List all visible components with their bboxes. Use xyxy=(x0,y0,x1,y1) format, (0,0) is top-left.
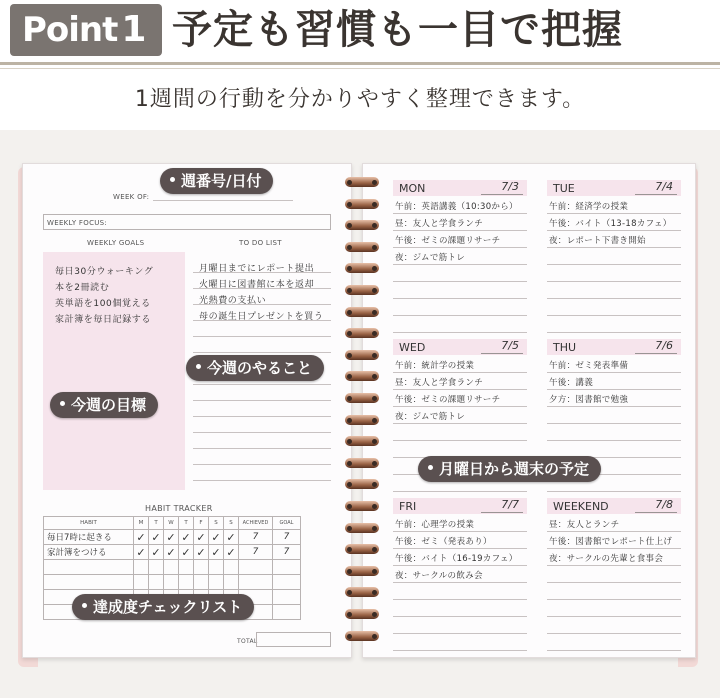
habit-name: 毎日7時に起きる xyxy=(44,530,134,545)
day-block xyxy=(547,180,681,330)
goal-item: 家計簿を毎日記録する xyxy=(55,315,152,325)
day-entry: 夕方：図書館で勉強 xyxy=(549,395,629,405)
day-line xyxy=(393,264,527,265)
bullet-dot-icon xyxy=(60,401,65,406)
habit-col-header: HABIT xyxy=(44,517,134,530)
habit-col-header: T xyxy=(179,517,194,530)
day-line xyxy=(393,372,527,373)
day-entry: 昼：友人とランチ xyxy=(549,520,620,530)
day-name: THU xyxy=(553,341,577,354)
day-line xyxy=(393,213,527,214)
todo-line xyxy=(193,352,331,353)
right-page xyxy=(362,163,696,658)
day-line xyxy=(547,565,681,566)
header-rule-thin xyxy=(0,68,720,69)
day-date-underline xyxy=(481,353,523,354)
todo-line xyxy=(193,416,331,417)
todo-item: 母の誕生日プレゼントを買う xyxy=(199,312,324,322)
callout-text: 月曜日から週末の予定 xyxy=(439,460,590,478)
day-header xyxy=(547,498,681,514)
spiral-ring xyxy=(343,436,381,446)
habit-col-header: T xyxy=(149,517,164,530)
day-line xyxy=(547,213,681,214)
day-line xyxy=(393,531,527,532)
week-of-line xyxy=(153,200,293,201)
day-date-underline xyxy=(481,512,523,513)
day-line xyxy=(393,440,527,441)
callout-weekday xyxy=(418,456,601,482)
habit-achieved: 7 xyxy=(239,530,273,545)
habit-check[interactable]: ✓ xyxy=(164,545,179,560)
habit-col-header: M xyxy=(134,517,149,530)
day-entry: 午前：統計学の授業 xyxy=(395,361,475,371)
day-line xyxy=(393,247,527,248)
habit-col-header: W xyxy=(164,517,179,530)
day-line xyxy=(547,440,681,441)
point-label: Point xyxy=(22,10,118,50)
day-date-underline xyxy=(635,353,677,354)
day-entry: 昼：友人と学食ランチ xyxy=(395,219,484,229)
day-entry: 午後：ゼミ（発表あり） xyxy=(395,537,492,547)
spiral-ring xyxy=(343,242,381,252)
spiral-binding xyxy=(343,177,381,657)
day-line xyxy=(393,389,527,390)
todo-item: 月曜日までにレポート提出 xyxy=(199,264,315,274)
habit-check[interactable]: ✓ xyxy=(179,530,194,545)
day-line xyxy=(393,616,527,617)
todo-line xyxy=(193,464,331,465)
day-line xyxy=(547,281,681,282)
day-date-underline xyxy=(635,512,677,513)
day-header xyxy=(393,339,527,355)
day-line xyxy=(393,565,527,566)
todo-line xyxy=(193,480,331,481)
day-name: WED xyxy=(399,341,426,354)
day-entry: 夜：レポート下書き開始 xyxy=(549,236,646,246)
day-line xyxy=(393,315,527,316)
spiral-ring xyxy=(343,285,381,295)
habit-check[interactable]: ✓ xyxy=(149,545,164,560)
spiral-ring xyxy=(343,609,381,619)
day-entry: 午前：英語講義（10:30から） xyxy=(395,202,518,212)
bullet-dot-icon xyxy=(170,177,175,182)
habit-check[interactable]: ✓ xyxy=(224,545,239,560)
day-date: 7/8 xyxy=(655,498,673,511)
header-banner xyxy=(0,0,720,130)
day-entry: 午前：経済学の授業 xyxy=(549,202,629,212)
day-entry: 午前：ゼミ発表準備 xyxy=(549,361,629,371)
habit-check[interactable]: ✓ xyxy=(224,530,239,545)
day-line xyxy=(393,406,527,407)
day-line xyxy=(547,315,681,316)
todo-line xyxy=(193,448,331,449)
day-line xyxy=(547,332,681,333)
day-line xyxy=(393,332,527,333)
habit-col-header: S xyxy=(209,517,224,530)
day-line xyxy=(547,633,681,634)
day-line xyxy=(547,406,681,407)
day-line xyxy=(393,491,527,492)
subtitle: 1週間の行動を分かりやすく整理できます。 xyxy=(134,87,586,112)
spiral-ring xyxy=(343,220,381,230)
habit-check[interactable]: ✓ xyxy=(134,530,149,545)
day-entry: 午後：ゼミの課題リサーチ xyxy=(395,395,501,405)
week-of-label: WEEK OF: xyxy=(113,193,150,201)
day-header xyxy=(547,339,681,355)
todo-item: 火曜日に図書館に本を返却 xyxy=(199,280,315,290)
habit-name: 家計簿をつける xyxy=(44,545,134,560)
day-line xyxy=(393,599,527,600)
habit-check[interactable]: ✓ xyxy=(194,545,209,560)
spiral-ring xyxy=(343,523,381,533)
day-header xyxy=(547,180,681,196)
habit-col-header: GOAL xyxy=(273,517,301,530)
habit-col-header: S xyxy=(224,517,239,530)
bullet-dot-icon xyxy=(196,364,201,369)
day-line xyxy=(547,491,681,492)
habit-row xyxy=(44,545,301,560)
callout-text: 今週の目標 xyxy=(71,396,147,414)
habit-check[interactable]: ✓ xyxy=(209,530,224,545)
spiral-ring xyxy=(343,587,381,597)
goal-item: 毎日30分ウォーキング xyxy=(55,267,154,277)
day-line xyxy=(547,548,681,549)
callout-todo xyxy=(186,355,324,381)
day-entry: 昼：友人と学食ランチ xyxy=(395,378,484,388)
day-block xyxy=(393,498,527,648)
habit-row-empty xyxy=(44,575,301,590)
day-block xyxy=(393,180,527,330)
day-line xyxy=(547,230,681,231)
spiral-ring xyxy=(343,501,381,511)
callout-text: 達成度チェックリスト xyxy=(93,598,243,616)
day-block xyxy=(547,498,681,648)
goal-item: 本を2冊読む xyxy=(55,283,110,293)
spiral-ring xyxy=(343,371,381,381)
day-line xyxy=(393,548,527,549)
day-entry: 夜：ジムで筋トレ xyxy=(395,253,466,263)
point-number: 1 xyxy=(121,9,146,50)
habit-check[interactable]: ✓ xyxy=(194,530,209,545)
weekly-focus-label: WEEKLY FOCUS: xyxy=(47,219,108,227)
day-line xyxy=(393,281,527,282)
day-date-underline xyxy=(481,194,523,195)
day-line xyxy=(547,599,681,600)
day-name: FRI xyxy=(399,500,417,513)
day-line xyxy=(547,582,681,583)
total-box xyxy=(256,632,331,647)
callout-week-number xyxy=(160,168,273,194)
day-date-underline xyxy=(635,194,677,195)
habit-row-empty xyxy=(44,560,301,575)
day-line xyxy=(547,423,681,424)
day-line xyxy=(547,372,681,373)
todo-line xyxy=(193,400,331,401)
day-entry: 午後：講義 xyxy=(549,378,594,388)
spiral-ring xyxy=(343,307,381,317)
habit-check[interactable]: ✓ xyxy=(179,545,194,560)
day-line xyxy=(547,247,681,248)
callout-text: 週番号/日付 xyxy=(181,172,262,190)
callout-habit xyxy=(72,594,254,620)
point-badge xyxy=(10,4,162,56)
habit-row xyxy=(44,530,301,545)
spiral-ring xyxy=(343,544,381,554)
habit-header-row xyxy=(44,517,301,530)
habit-col-header: ACHIEVED xyxy=(239,517,273,530)
day-header xyxy=(393,498,527,514)
day-line xyxy=(393,423,527,424)
weekly-goals-label: WEEKLY GOALS xyxy=(87,239,145,247)
day-line xyxy=(547,298,681,299)
todo-line xyxy=(193,336,331,337)
header-rule xyxy=(0,62,720,65)
callout-goals xyxy=(50,392,158,418)
day-name: WEEKEND xyxy=(553,500,609,513)
todo-line xyxy=(193,432,331,433)
day-line xyxy=(547,264,681,265)
day-entry: 午後：バイト（13-18カフェ） xyxy=(549,219,672,229)
total-label: TOTAL xyxy=(237,638,258,645)
spiral-ring xyxy=(343,263,381,273)
day-date: 7/6 xyxy=(655,339,673,352)
spiral-ring xyxy=(343,415,381,425)
bullet-dot-icon xyxy=(82,603,87,608)
day-name: MON xyxy=(399,182,426,195)
day-entry: 夜：ジムで筋トレ xyxy=(395,412,466,422)
habit-goal: 7 xyxy=(273,545,301,560)
day-date: 7/5 xyxy=(501,339,519,352)
habit-tracker-label: HABIT TRACKER xyxy=(145,504,213,513)
habit-goal: 7 xyxy=(273,530,301,545)
day-date: 7/4 xyxy=(655,180,673,193)
spiral-ring xyxy=(343,458,381,468)
day-line xyxy=(393,633,527,634)
spiral-ring xyxy=(343,566,381,576)
day-name: TUE xyxy=(553,182,575,195)
spiral-ring xyxy=(343,177,381,187)
habit-check[interactable]: ✓ xyxy=(149,530,164,545)
habit-achieved: 7 xyxy=(239,545,273,560)
spiral-ring xyxy=(343,631,381,641)
day-line xyxy=(393,298,527,299)
day-entry: 午前：心理学の授業 xyxy=(395,520,475,530)
day-entry: 夜：サークルの先輩と食事会 xyxy=(549,554,664,564)
day-entry: 夜：サークルの飲み会 xyxy=(395,571,483,581)
spiral-ring xyxy=(343,199,381,209)
spiral-ring xyxy=(343,328,381,338)
habit-check[interactable]: ✓ xyxy=(134,545,149,560)
day-date: 7/3 xyxy=(501,180,519,193)
day-line xyxy=(547,650,681,651)
day-entry: 午後：ゼミの課題リサーチ xyxy=(395,236,501,246)
spiral-ring xyxy=(343,393,381,403)
day-line xyxy=(393,582,527,583)
todo-line xyxy=(193,384,331,385)
day-header xyxy=(393,180,527,196)
habit-check[interactable]: ✓ xyxy=(164,530,179,545)
headline: 予定も習慣も一目で把握 xyxy=(172,7,623,53)
habit-check[interactable]: ✓ xyxy=(209,545,224,560)
goal-item: 英単語を100個覚える xyxy=(55,299,151,309)
day-line xyxy=(547,531,681,532)
spiral-ring xyxy=(343,479,381,489)
spiral-ring xyxy=(343,350,381,360)
day-entry: 午後：図書館でレポート仕上げ xyxy=(549,537,673,547)
todo-item: 光熱費の支払い xyxy=(199,296,267,306)
todo-label: TO DO LIST xyxy=(239,239,282,247)
day-entry: 午後：バイト（16-19カフェ） xyxy=(395,554,518,564)
callout-text: 今週のやること xyxy=(207,359,313,377)
day-date: 7/7 xyxy=(501,498,519,511)
day-line xyxy=(393,230,527,231)
bullet-dot-icon xyxy=(428,465,433,470)
day-line xyxy=(393,650,527,651)
day-line xyxy=(547,616,681,617)
day-line xyxy=(547,389,681,390)
habit-col-header: F xyxy=(194,517,209,530)
